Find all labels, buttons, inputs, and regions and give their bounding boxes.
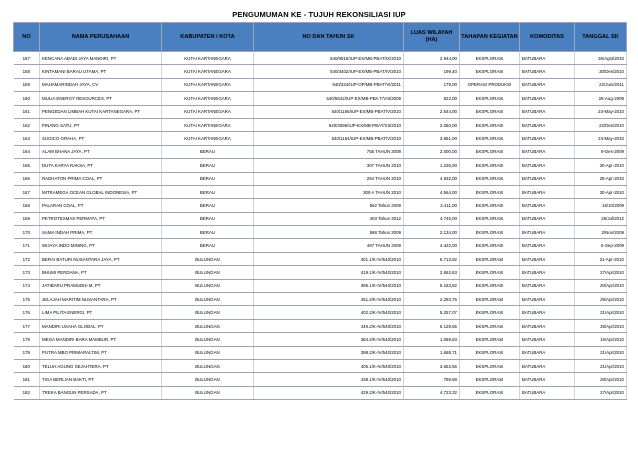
- cell-luas-wilayah: 759,68: [404, 373, 460, 386]
- cell-luas-wilayah: 822,00: [404, 92, 460, 105]
- cell-nama-perusahaan: BERAI BATURI NUSANTARA JAYA, PT: [40, 252, 162, 265]
- cell-luas-wilayah: 2.662,63: [404, 266, 460, 279]
- table-row: [14, 212, 627, 225]
- cell-komoditas: BATUBARA: [520, 118, 575, 131]
- cell-no: 171: [14, 239, 40, 252]
- cell-no-tahun-sk: 540/1166/IUP-EX/MB-PBAT/V/2010: [254, 105, 404, 118]
- cell-tanggal-sk: 29/Apr/2010: [575, 319, 627, 332]
- cell-nama-perusahaan: PUTRA MBO PRIMARALTIM, PT: [40, 346, 162, 359]
- cell-kabupaten-kota: BERAU: [162, 145, 254, 158]
- cell-kabupaten-kota: BERAU: [162, 172, 254, 185]
- cell-kabupaten-kota: BULUNGAN: [162, 319, 254, 332]
- cell-luas-wilayah: 4.745,00: [404, 212, 460, 225]
- cell-no: 164: [14, 145, 40, 158]
- cell-kabupaten-kota: KUTAI KARTANEGARA: [162, 105, 254, 118]
- cell-kabupaten-kota: BERAU: [162, 239, 254, 252]
- cell-luas-wilayah: 1.069,83: [404, 333, 460, 346]
- table-row: [14, 373, 627, 386]
- cell-kabupaten-kota: BERAU: [162, 226, 254, 239]
- cell-nama-perusahaan: MEGA MANDIRI BARA MAMBUR, PT: [40, 333, 162, 346]
- cell-no-tahun-sk: 384.2/K-IV/540/2010: [254, 333, 404, 346]
- cell-tahapan-kegiatan: EKSPLORASI: [460, 145, 520, 158]
- table-row: [14, 333, 627, 346]
- table-row: [14, 293, 627, 306]
- cell-kabupaten-kota: BULUNGAN: [162, 373, 254, 386]
- cell-nama-perusahaan: TIGA BERLIAN BAKTI, PT: [40, 373, 162, 386]
- table-row: [14, 185, 627, 198]
- cell-no: 170: [14, 226, 40, 239]
- cell-tanggal-sk: 30/Des/2010: [575, 65, 627, 78]
- cell-no-tahun-sk: 540/324/IUP-OP/MB-PBAT/VI/2011: [254, 78, 404, 91]
- cell-luas-wilayah: 2.644,00: [404, 105, 460, 118]
- cell-tahapan-kegiatan: EKSPLORASI: [460, 118, 520, 131]
- cell-komoditas: BATUBARA: [520, 92, 575, 105]
- cell-nama-perusahaan: LIMA PILITA ENERGI, PT: [40, 306, 162, 319]
- cell-tanggal-sk: 30-Apr-2010: [575, 185, 627, 198]
- cell-komoditas: BATUBARA: [520, 279, 575, 292]
- cell-tanggal-sk: 21/Apr/2010: [575, 359, 627, 372]
- cell-no: 177: [14, 319, 40, 332]
- cell-tanggal-sk: 20/Apr/2010: [575, 279, 627, 292]
- cell-kabupaten-kota: KUTAI KARTANEGARA: [162, 118, 254, 131]
- cell-tanggal-sk: 15/10/2009: [575, 199, 627, 212]
- cell-no-tahun-sk: 497 TAHUN 2009: [254, 239, 404, 252]
- cell-tahapan-kegiatan: EKSPLORASI: [460, 105, 520, 118]
- cell-no: 172: [14, 252, 40, 265]
- table-header-row: [14, 23, 627, 52]
- cell-tahapan-kegiatan: EKSPLORASI: [460, 226, 520, 239]
- cell-kabupaten-kota: KUTAI KARTANEGARA: [162, 132, 254, 145]
- header-no: NO: [14, 23, 40, 52]
- cell-nama-perusahaan: MULIA ENERGY RESOURCES, PT: [40, 92, 162, 105]
- cell-luas-wilayah: 4.723,32: [404, 386, 460, 399]
- cell-nama-perusahaan: BHUMI PERDANA, PT: [40, 266, 162, 279]
- cell-nama-perusahaan: JATIBARU PRAMUDHI M, PT: [40, 279, 162, 292]
- cell-luas-wilayah: 1.668,71: [404, 346, 460, 359]
- cell-komoditas: BATUBARA: [520, 78, 575, 91]
- cell-nama-perusahaan: JELAJAH MARITIM NUSANTARA, PT: [40, 293, 162, 306]
- cell-nama-perusahaan: PALARAN COAL, PT: [40, 199, 162, 212]
- cell-tanggal-sk: 24-May-2010: [575, 132, 627, 145]
- cell-kabupaten-kota: BULUNGAN: [162, 333, 254, 346]
- cell-tahapan-kegiatan: EKSPLORASI: [460, 319, 520, 332]
- cell-no-tahun-sk: 264 TAHUN 2010: [254, 172, 404, 185]
- cell-no: 176: [14, 306, 40, 319]
- cell-tanggal-sk: 29-Apr-2010: [575, 172, 627, 185]
- cell-no: 167: [14, 185, 40, 198]
- cell-luas-wilayah: 2.944,00: [404, 52, 460, 65]
- cell-komoditas: BATUBARA: [520, 172, 575, 185]
- cell-komoditas: BATUBARA: [520, 252, 575, 265]
- cell-luas-wilayah: 4.422,00: [404, 239, 460, 252]
- cell-kabupaten-kota: KUTAI KARTANEGARA: [162, 52, 254, 65]
- cell-luas-wilayah: 3.653,56: [404, 359, 460, 372]
- table-row: [14, 319, 627, 332]
- cell-no: 162: [14, 118, 40, 131]
- cell-no-tahun-sk: 451.2/K-IV/540/2010: [254, 293, 404, 306]
- table-row: [14, 346, 627, 359]
- cell-nama-perusahaan: WIJAYA INDO MINING, PT: [40, 239, 162, 252]
- table-row: [14, 65, 627, 78]
- cell-no-tahun-sk: 395.1/K-IV/540/2010: [254, 279, 404, 292]
- cell-no: 165: [14, 159, 40, 172]
- cell-kabupaten-kota: BULUNGAN: [162, 359, 254, 372]
- cell-no-tahun-sk: 755 TAHUN 2009: [254, 145, 404, 158]
- cell-komoditas: BATUBARA: [520, 306, 575, 319]
- cell-nama-perusahaan: TELUH AGUNG SEJAHTERA, PT: [40, 359, 162, 372]
- cell-komoditas: BATUBARA: [520, 132, 575, 145]
- cell-luas-wilayah: 6.713,92: [404, 252, 460, 265]
- cell-komoditas: BATUBARA: [520, 266, 575, 279]
- cell-no: 158: [14, 65, 40, 78]
- table-row: [14, 132, 627, 145]
- cell-nama-perusahaan: MAHAMARINDAH JAYA, CV: [40, 78, 162, 91]
- cell-komoditas: BATUBARA: [520, 346, 575, 359]
- cell-luas-wilayah: 5.183,82: [404, 279, 460, 292]
- cell-nama-perusahaan: KINTAMANI BARAU UTAMA, PT: [40, 65, 162, 78]
- cell-luas-wilayah: 179,00: [404, 78, 460, 91]
- cell-tahapan-kegiatan: EKSPLORASI: [460, 306, 520, 319]
- header-komoditas: KOMODITAS: [520, 23, 575, 52]
- cell-luas-wilayah: 6.129,65: [404, 319, 460, 332]
- cell-tanggal-sk: 30-Apr-2010: [575, 159, 627, 172]
- cell-no: 179: [14, 346, 40, 359]
- header-kabupaten-kota: KABUPATEN / KOTA: [162, 23, 254, 52]
- cell-no-tahun-sk: 438.1/K-IV/540/2010: [254, 373, 404, 386]
- cell-tahapan-kegiatan: OPERASI PRODUKSI: [460, 78, 520, 91]
- cell-luas-wilayah: 1.235,00: [404, 159, 460, 172]
- cell-tahapan-kegiatan: EKSPLORASI: [460, 333, 520, 346]
- cell-nama-perusahaan: SUGICO GRAHA, PT: [40, 132, 162, 145]
- header-nama-perusahaan: NAMA PERUSAHAAN: [40, 23, 162, 52]
- table-row: [14, 172, 627, 185]
- cell-tanggal-sk: 9-Des-2009: [575, 145, 627, 158]
- cell-no: 174: [14, 279, 40, 292]
- cell-luas-wilayah: 2.411,00: [404, 199, 460, 212]
- cell-no: 157: [14, 52, 40, 65]
- cell-luas-wilayah: 4.564,00: [404, 185, 460, 198]
- table-row: [14, 359, 627, 372]
- cell-nama-perusahaan: SAMA INDAH PRIMA, PT: [40, 226, 162, 239]
- cell-tahapan-kegiatan: EKSPLORASI: [460, 386, 520, 399]
- cell-luas-wilayah: 2.293,76: [404, 293, 460, 306]
- cell-luas-wilayah: 4.932,00: [404, 172, 460, 185]
- cell-tanggal-sk: 6-Sep-2009: [575, 239, 627, 252]
- cell-tanggal-sk: 26-Aug-2009: [575, 92, 627, 105]
- cell-tahapan-kegiatan: EKSPLORASI: [460, 212, 520, 225]
- cell-komoditas: BATUBARA: [520, 65, 575, 78]
- cell-komoditas: BATUBARA: [520, 386, 575, 399]
- cell-no: 168: [14, 199, 40, 212]
- cell-nama-perusahaan: TREKA BANGUN PERSADA, PT: [40, 386, 162, 399]
- cell-tahapan-kegiatan: EKSPLORASI: [460, 185, 520, 198]
- cell-komoditas: BATUBARA: [520, 105, 575, 118]
- cell-tahapan-kegiatan: EKSPLORASI: [460, 172, 520, 185]
- cell-nama-perusahaan: ALAM BHANA JAYA, PT: [40, 145, 162, 158]
- cell-no-tahun-sk: 429.2/K-IV/540/2010: [254, 386, 404, 399]
- cell-tanggal-sk: 21/Apr/2010: [575, 346, 627, 359]
- cell-tahapan-kegiatan: EKSPLORASI: [460, 373, 520, 386]
- cell-no: 178: [14, 333, 40, 346]
- cell-tahapan-kegiatan: EKSPLORASI: [460, 52, 520, 65]
- cell-kabupaten-kota: BULUNGAN: [162, 346, 254, 359]
- table-row: [14, 306, 627, 319]
- cell-no: 163: [14, 132, 40, 145]
- cell-luas-wilayah: 2.060,00: [404, 118, 460, 131]
- cell-nama-perusahaan: MANDIRI USAHA GLOBAL, PT: [40, 319, 162, 332]
- cell-luas-wilayah: 2.000,00: [404, 145, 460, 158]
- cell-no-tahun-sk: 449.2/K-IV/540/2010: [254, 319, 404, 332]
- cell-nama-perusahaan: PENGEDAN LIMBAH KUTAI KARTANEGARA, PT: [40, 105, 162, 118]
- table-row: [14, 226, 627, 239]
- cell-kabupaten-kota: BULUNGAN: [162, 279, 254, 292]
- cell-komoditas: BATUBARA: [520, 199, 575, 212]
- header-luas-wilayah: LUAS WILAYAH (HA): [404, 23, 460, 52]
- cell-no: 169: [14, 212, 40, 225]
- cell-kabupaten-kota: BERAU: [162, 212, 254, 225]
- table-row: [14, 266, 627, 279]
- cell-nama-perusahaan: KENCANA ABADI JAYA MANDIRI, PT: [40, 52, 162, 65]
- cell-no-tahun-sk: 540/0815/IUP-EX/MB-PBAT/IX/2010: [254, 52, 404, 65]
- table-row: [14, 92, 627, 105]
- cell-tahapan-kegiatan: EKSPLORASI: [460, 239, 520, 252]
- cell-komoditas: BATUBARA: [520, 185, 575, 198]
- cell-tahapan-kegiatan: EKSPLORASI: [460, 199, 520, 212]
- cell-komoditas: BATUBARA: [520, 52, 575, 65]
- cell-no-tahun-sk: 403 Tahun 2012: [254, 212, 404, 225]
- table-row: [14, 199, 627, 212]
- cell-luas-wilayah: 2.134,00: [404, 226, 460, 239]
- cell-tahapan-kegiatan: EKSPLORASI: [460, 159, 520, 172]
- cell-kabupaten-kota: BULUNGAN: [162, 266, 254, 279]
- cell-kabupaten-kota: BULUNGAN: [162, 306, 254, 319]
- cell-no-tahun-sk: 402.2/K-IV/540/2010: [254, 306, 404, 319]
- cell-tahapan-kegiatan: EKSPLORASI: [460, 92, 520, 105]
- cell-tanggal-sk: 27/Apr/2010: [575, 386, 627, 399]
- cell-komoditas: BATUBARA: [520, 373, 575, 386]
- cell-komoditas: BATUBARA: [520, 145, 575, 158]
- cell-tanggal-sk: 22/Juni/2011: [575, 78, 627, 91]
- cell-no-tahun-sk: 562 Tahun 2009: [254, 199, 404, 212]
- table-row: [14, 52, 627, 65]
- cell-nama-perusahaan: PINANG SATU, PT: [40, 118, 162, 131]
- cell-no-tahun-sk: 540/3096/IUP-EX/MB-PBAT/XII/2010: [254, 118, 404, 131]
- cell-no-tahun-sk: 540/1164/IUP-EX/MB-PBAT/V/2010: [254, 132, 404, 145]
- cell-tanggal-sk: 29/Apr/2010: [575, 293, 627, 306]
- cell-tahapan-kegiatan: EKSPLORASI: [460, 346, 520, 359]
- cell-komoditas: BATUBARA: [520, 159, 575, 172]
- cell-no-tahun-sk: 307 TAHUN 2010: [254, 159, 404, 172]
- cell-luas-wilayah: 199,40: [404, 65, 460, 78]
- cell-kabupaten-kota: BERAU: [162, 185, 254, 198]
- cell-nama-perusahaan: RADHATON PRIMA COAL, PT: [40, 172, 162, 185]
- cell-no-tahun-sk: 419.1/K-IV/540/2010: [254, 266, 404, 279]
- cell-tahapan-kegiatan: EKSPLORASI: [460, 252, 520, 265]
- cell-komoditas: BATUBARA: [520, 212, 575, 225]
- cell-luas-wilayah: 5.257,07: [404, 306, 460, 319]
- cell-no-tahun-sk: 588 Tahun 2009: [254, 226, 404, 239]
- cell-nama-perusahaan: PETROTEXMAS PERMATA, PT: [40, 212, 162, 225]
- header-tahapan-kegiatan: TAHAPAN KEGIATAN: [460, 23, 520, 52]
- cell-no: 161: [14, 105, 40, 118]
- header-tanggal-sk: TANGGAL SK: [575, 23, 627, 52]
- cell-kabupaten-kota: KUTAI KARTANEGARA: [162, 92, 254, 105]
- cell-tahapan-kegiatan: EKSPLORASI: [460, 266, 520, 279]
- cell-kabupaten-kota: BULUNGAN: [162, 252, 254, 265]
- table-row: [14, 118, 627, 131]
- cell-kabupaten-kota: BERAU: [162, 199, 254, 212]
- cell-tanggal-sk: 26/Agst/2010: [575, 52, 627, 65]
- cell-no-tahun-sk: 401.1/K-IV/540/2010: [254, 252, 404, 265]
- cell-komoditas: BATUBARA: [520, 226, 575, 239]
- cell-kabupaten-kota: BERAU: [162, 159, 254, 172]
- table-row: [14, 239, 627, 252]
- cell-no-tahun-sk: 540/5642/IUP-EX/MB-PBA T/VIII/2009: [254, 92, 404, 105]
- cell-luas-wilayah: 3.951,00: [404, 132, 460, 145]
- table-row: [14, 252, 627, 265]
- cell-nama-perusahaan: MITRAMEGA OCEAN GLOBAL INDONESIA, PT: [40, 185, 162, 198]
- cell-tahapan-kegiatan: EKSPLORASI: [460, 279, 520, 292]
- header-no-tahun-sk: NO DAN TAHUN SK: [254, 23, 404, 52]
- page-title: PENGUMUMAN KE - TUJUH REKONSILIASI IUP: [232, 10, 406, 19]
- cell-no: 175: [14, 293, 40, 306]
- cell-no: 181: [14, 373, 40, 386]
- cell-no-tahun-sk: 540/3402/IUP-EX/MB-PBAT/IV/2010: [254, 65, 404, 78]
- cell-no: 166: [14, 172, 40, 185]
- cell-tanggal-sk: 28/Apr/2010: [575, 373, 627, 386]
- cell-komoditas: BATUBARA: [520, 319, 575, 332]
- cell-komoditas: BATUBARA: [520, 359, 575, 372]
- cell-tanggal-sk: 21/Apr/2010: [575, 306, 627, 319]
- table-row: [14, 159, 627, 172]
- cell-no: 180: [14, 359, 40, 372]
- cell-tanggal-sk: 27/Apr/2010: [575, 266, 627, 279]
- cell-kabupaten-kota: BULUNGAN: [162, 293, 254, 306]
- cell-tanggal-sk: 24-May-2010: [575, 105, 627, 118]
- cell-kabupaten-kota: KUTAI KARTANEGARA: [162, 78, 254, 91]
- cell-tanggal-sk: 22/Des/2010: [575, 118, 627, 131]
- cell-tahapan-kegiatan: EKSPLORASI: [460, 293, 520, 306]
- cell-kabupaten-kota: KUTAI KARTANEGARA: [162, 65, 254, 78]
- cell-no-tahun-sk: 398.2/K-IV/540/2010: [254, 346, 404, 359]
- cell-tanggal-sk: 15/Apr/2010: [575, 333, 627, 346]
- table-body: [14, 52, 627, 400]
- table-row: [14, 145, 627, 158]
- cell-komoditas: BATUBARA: [520, 333, 575, 346]
- cell-no: 160: [14, 92, 40, 105]
- table-row: [14, 386, 627, 399]
- cell-tahapan-kegiatan: EKSPLORASI: [460, 65, 520, 78]
- cell-nama-perusahaan: DUTA KARYA RAKSA, PT: [40, 159, 162, 172]
- cell-no-tahun-sk: 309 A TAHUN 2010: [254, 185, 404, 198]
- cell-kabupaten-kota: BULUNGAN: [162, 386, 254, 399]
- table-row: [14, 78, 627, 91]
- cell-tanggal-sk: 21-Apr-2010: [575, 252, 627, 265]
- cell-tanggal-sk: 26/Jul/2012: [575, 212, 627, 225]
- cell-no: 159: [14, 78, 40, 91]
- cell-no: 182: [14, 386, 40, 399]
- table-row: [14, 105, 627, 118]
- cell-komoditas: BATUBARA: [520, 293, 575, 306]
- cell-tahapan-kegiatan: EKSPLORASI: [460, 359, 520, 372]
- cell-no-tahun-sk: 405.1/K-IV/540/2010: [254, 359, 404, 372]
- rekonsiliasi-table: [13, 22, 627, 400]
- cell-tahapan-kegiatan: EKSPLORASI: [460, 132, 520, 145]
- cell-komoditas: BATUBARA: [520, 239, 575, 252]
- cell-no: 173: [14, 266, 40, 279]
- table-row: [14, 279, 627, 292]
- cell-tanggal-sk: 2/Nov/2009: [575, 226, 627, 239]
